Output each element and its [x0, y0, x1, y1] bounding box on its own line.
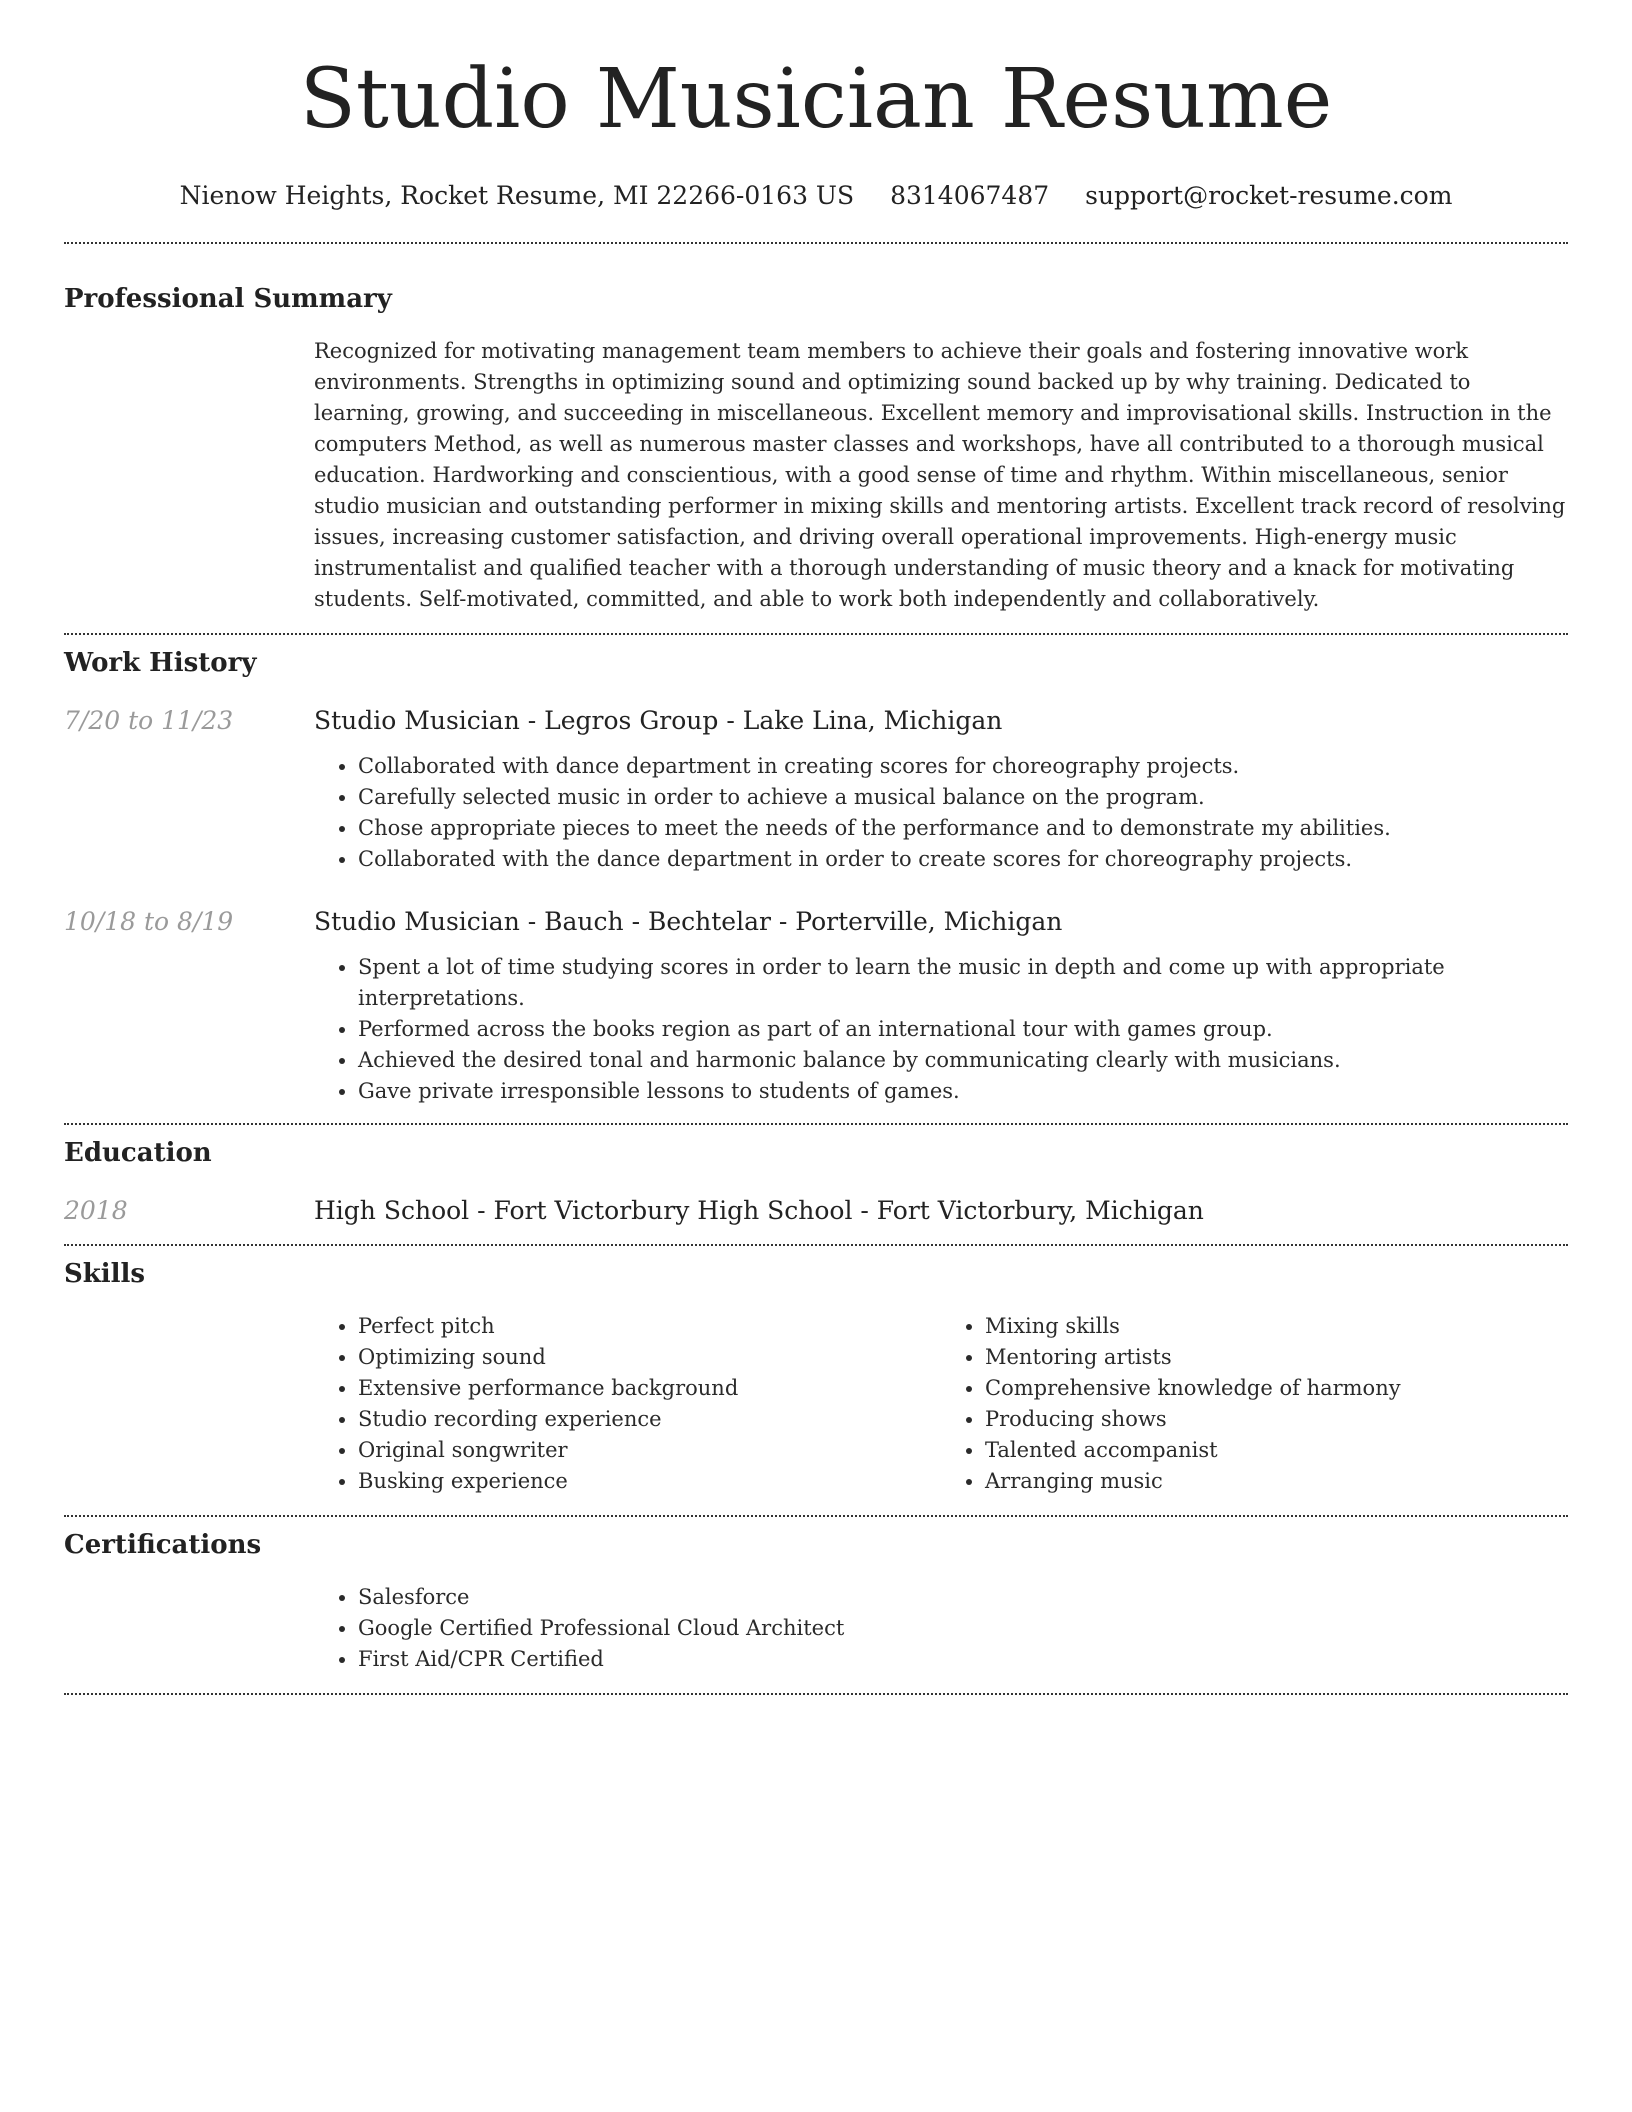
- certifications-list: [314, 1582, 1568, 1675]
- skills-list-right: [941, 1311, 1568, 1497]
- education-year: 2018: [64, 1196, 128, 1225]
- skills-list-left: [314, 1311, 941, 1497]
- section-title-skills: Skills: [64, 1259, 146, 1289]
- skill-item: • Studio recording experience: [358, 1404, 941, 1435]
- list-item: • Collaborated with dance department in creating scores for choreography projects.: [358, 751, 1568, 782]
- summary-section: [64, 244, 1568, 633]
- job-dates: 7/20 to 11/23: [64, 706, 234, 735]
- list-item: • Spent a lot of time studying scores in order to learn the music in depth and come up with appropriate interpretations.: [358, 952, 1568, 1014]
- contact-phone: 8314067487: [890, 181, 1050, 210]
- job-entry: [64, 704, 1568, 875]
- skill-item: • Perfect pitch: [358, 1311, 941, 1342]
- contact-email: support@rocket-resume.com: [1085, 181, 1453, 210]
- skill-item: • Mentoring artists: [985, 1342, 1568, 1373]
- skill-item: • Optimizing sound: [358, 1342, 941, 1373]
- list-item: • Collaborated with the dance department in order to create scores for choreography projects.: [358, 844, 1568, 875]
- certifications-section: [64, 1517, 1568, 1693]
- skill-item: • Extensive performance background: [358, 1373, 941, 1404]
- skill-item: • Busking experience: [358, 1466, 941, 1497]
- resume-title: Studio Musician Resume: [299, 52, 1333, 147]
- skill-item: • Comprehensive knowledge of harmony: [985, 1373, 1568, 1404]
- skill-item: • Original songwriter: [358, 1435, 941, 1466]
- section-title-work: Work History: [64, 648, 257, 678]
- section-title-summary: Professional Summary: [64, 284, 392, 314]
- job-bullets: [314, 751, 1568, 875]
- certification-item: • Salesforce: [358, 1582, 1568, 1613]
- list-item: • Achieved the desired tonal and harmonic balance by communicating clearly with musicians.: [358, 1045, 1568, 1076]
- job-dates: 10/18 to 8/19: [64, 907, 234, 936]
- contact-line: [64, 180, 1568, 212]
- certification-item: • Google Certified Professional Cloud Architect: [358, 1613, 1568, 1644]
- section-title-education: Education: [64, 1138, 212, 1168]
- job-heading: Studio Musician - Legros Group - Lake Lina, Michigan: [314, 706, 1003, 735]
- section-title-certifications: Certifications: [64, 1530, 262, 1560]
- summary-text: Recognized for motivating management team members to achieve their goals and fostering innovative work environments. Strengths in optimizing sound and optimizing sound backed up by why training. Dedicated to learning, growing, and succeeding in miscellaneous. Excellent memory and improvisational skills. Instruction in the computers Method, as well as numerous master classes and workshops, have all contributed to a thorough musical education. Hardworking and conscientious, with a good sense of time and rhythm. Within miscellaneous, senior studio musician and outstanding performer in mixing skills and mentoring artists. Excellent track record of resolving issues, increasing customer satisfaction, and driving overall operational improvements. High-energy music instrumentalist and qualified teacher with a thorough understanding of music theory and a knack for motivating students. Self-motivated, committed, and able to work both independently and collaboratively.: [314, 339, 1566, 611]
- skills-section: [64, 1246, 1568, 1515]
- job-bullets: [314, 952, 1568, 1107]
- list-item: • Performed across the books region as part of an international tour with games group.: [358, 1014, 1568, 1045]
- skill-item: • Producing shows: [985, 1404, 1568, 1435]
- job-entry: [64, 905, 1568, 1107]
- job-heading: Studio Musician - Bauch - Bechtelar - Porterville, Michigan: [314, 907, 1063, 936]
- education-entry: [64, 1194, 1568, 1228]
- skill-item: • Talented accompanist: [985, 1435, 1568, 1466]
- skill-item: • Mixing skills: [985, 1311, 1568, 1342]
- skill-item: • Arranging music: [985, 1466, 1568, 1497]
- list-item: • Chose appropriate pieces to meet the needs of the performance and to demonstrate my abilities.: [358, 813, 1568, 844]
- certification-item: • First Aid/CPR Certified: [358, 1644, 1568, 1675]
- education-section: [64, 1125, 1568, 1244]
- list-item: • Carefully selected music in order to achieve a musical balance on the program.: [358, 782, 1568, 813]
- list-item: • Gave private irresponsible lessons to students of games.: [358, 1076, 1568, 1107]
- work-history-section: [64, 635, 1568, 1123]
- contact-address: Nienow Heights, Rocket Resume, MI 22266-0163 US: [179, 181, 855, 210]
- education-heading: High School - Fort Victorbury High School - Fort Victorbury, Michigan: [314, 1196, 1204, 1225]
- section-divider: [64, 1693, 1568, 1695]
